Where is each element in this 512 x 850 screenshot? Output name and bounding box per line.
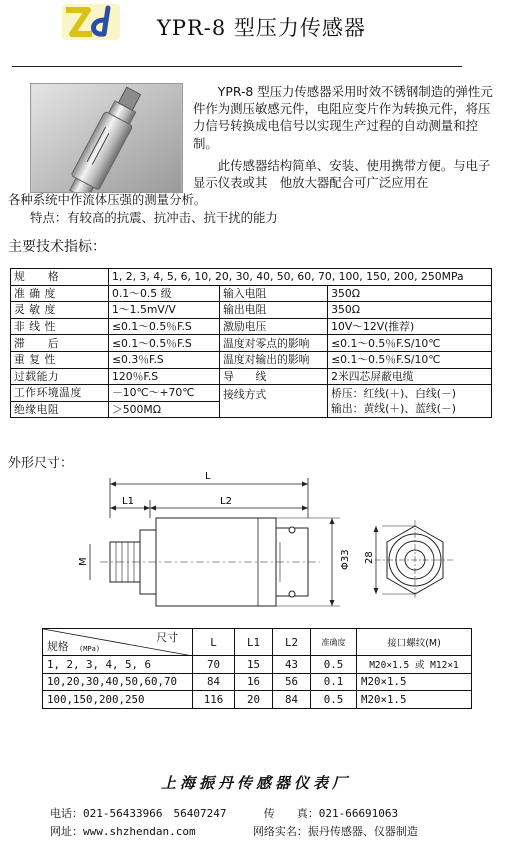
column-header: L1 [235,629,273,656]
table-cell: 70 [193,656,235,674]
table-row [11,385,492,402]
spec-label: 非 线 性 [11,318,109,335]
spec-value: ≤0.1～0.5％F.S/10℃ [328,351,492,368]
spec-value: ＞500MΩ [109,401,220,418]
page-title: YPR-8 型压力传感器 [157,16,366,40]
intro-paragraph-2 [8,157,498,226]
spec-label: 接线方式 [220,385,328,418]
spec-value: 2米四芯屏蔽电缆 [328,368,492,385]
column-header: 准确度 [311,629,357,656]
dim-28: 28 [364,551,375,564]
table-cell: M20×1.5 [357,691,472,709]
table-cell: M20×1.5 或 M12×1 [357,656,472,674]
corner-top-label: 尺寸 [156,631,178,644]
spec-label: 输出电阻 [220,302,328,319]
spec-label: 过载能力 [11,368,109,385]
table-cell: M20×1.5 [357,673,472,691]
title-divider [12,66,462,67]
table-cell: 10,20,30,40,50,60,70 [43,673,193,691]
spec-value: 350Ω [328,285,492,302]
spec-label: 温度对输出的影响 [220,351,328,368]
dim-L1: L1 [122,496,134,507]
column-header: 接口螺纹(M) [357,629,472,656]
fax-label: 传 真： [263,807,319,820]
table-row [11,285,492,302]
dim-M: M [78,557,89,566]
spec-label: 规 格 [11,269,109,286]
spec-label: 灵 敏 度 [11,302,109,319]
table-row [11,269,492,286]
features-text: 特点：有较高的抗震、抗冲击、抗干扰的能力 [30,209,278,225]
spec-label: 激励电压 [220,318,328,335]
table-cell: 15 [235,656,273,674]
phone-value: 021-56433966 56407247 [83,807,227,820]
dim-L2: L2 [220,496,232,507]
spec-label: 重 复 性 [11,351,109,368]
table-row [11,318,492,335]
dimensions-table [42,628,472,709]
table-row [11,351,492,368]
corner-unit-label: (MPa) [79,645,101,653]
spec-label: 准 确 度 [11,285,109,302]
dimension-drawing [70,470,480,620]
company-name: 上海振丹传感器仪表厂 [160,774,351,792]
table-cell: 116 [193,691,235,709]
table-cell: 20 [235,691,273,709]
table-row [11,335,492,352]
column-header: L2 [273,629,311,656]
intro-paragraph [193,83,493,152]
phone-label: 电话： [50,807,83,820]
keyword-label: 网络实名： [252,825,308,838]
table-cell: 56 [273,673,311,691]
table-cell: 16 [235,673,273,691]
spec-label: 温度对零点的影响 [220,335,328,352]
table-cell: 1, 2, 3, 4, 5, 6 [43,656,193,674]
fax-value: 021-66691063 [318,807,399,820]
intro-text-2a: 此传感器结构简单、安装、使用携带方便。与电子显示仪表或其 他放大器配合可广泛应用在 [193,158,491,191]
svg-text:ZD: ZD [91,28,93,29]
spec-value: 350Ω [328,302,492,319]
table-cell: 84 [273,691,311,709]
dimension-heading: 外形尺寸： [8,456,74,471]
table-row [43,656,472,674]
spec-label: 滞 后 [11,335,109,352]
spec-value: －10℃～+70℃ [109,385,220,402]
spec-value: 1～1.5mV/V [109,302,220,319]
table-row [11,368,492,385]
wiring-value [328,385,492,418]
spec-value: 0.1～0.5 级 [109,285,220,302]
keyword-value: 振丹传感器、仪器制造 [307,825,418,838]
dim-phi33: Φ33 [340,549,351,570]
intro-text-2b: 各种系统中作流体压强的测量分析。 [8,192,207,208]
contact-line-1 [50,805,398,821]
website-link[interactable]: www.shzhendan.com [83,825,196,838]
company-logo [60,2,122,42]
dim-L: L [205,471,211,482]
intro-text-1: YPR-8 型压力传感器采用时效不锈钢制造的弹性元件作为测压敏感元件，电阻应变片作为转换元件，将压力信号转换成电信号以实现生产过程的自动测量和控制。 [193,84,493,151]
corner-bottom-label: 规格 [47,640,69,653]
spec-label: 绝缘电阻 [11,401,109,418]
spec-value: 1, 2, 3, 4, 5, 6, 10, 20, 30, 40, 50, 60, 70, 100, 150, 200, 250MPa [109,269,492,286]
spec-value: 10V～12V(推荐) [328,318,492,335]
table-row [43,673,472,691]
spec-value: ≤0.3％F.S [109,351,220,368]
spec-value: 120％F.S [109,368,220,385]
spec-heading: 主要技术指标： [8,239,106,255]
wiring-line-2: 输出：黄线(＋)、蓝线(－) [331,402,456,416]
spec-value: ≤0.1～0.5％F.S [109,318,220,335]
spec-label: 工作环境温度 [11,385,109,402]
spec-label: 输入电阻 [220,285,328,302]
spec-value: ≤0.1～0.5％F.S [109,335,220,352]
wiring-line-1: 桥压：红线(＋)、白线(－) [331,387,456,401]
spec-table [10,268,492,418]
table-cell: 0.1 [311,673,357,691]
table-cell: 0.5 [311,656,357,674]
table-cell: 84 [193,673,235,691]
column-header: L [193,629,235,656]
spec-label: 导 线 [220,368,328,385]
table-cell: 43 [273,656,311,674]
table-row [43,691,472,709]
table-cell: 0.5 [311,691,357,709]
spec-value: ≤0.1～0.5％F.S/10℃ [328,335,492,352]
web-label: 网址： [50,825,83,838]
table-cell: 100,150,200,250 [43,691,193,709]
contact-line-2 [50,823,418,839]
table-row [11,302,492,319]
table-header-row [43,629,472,656]
corner-header-cell [43,629,193,656]
